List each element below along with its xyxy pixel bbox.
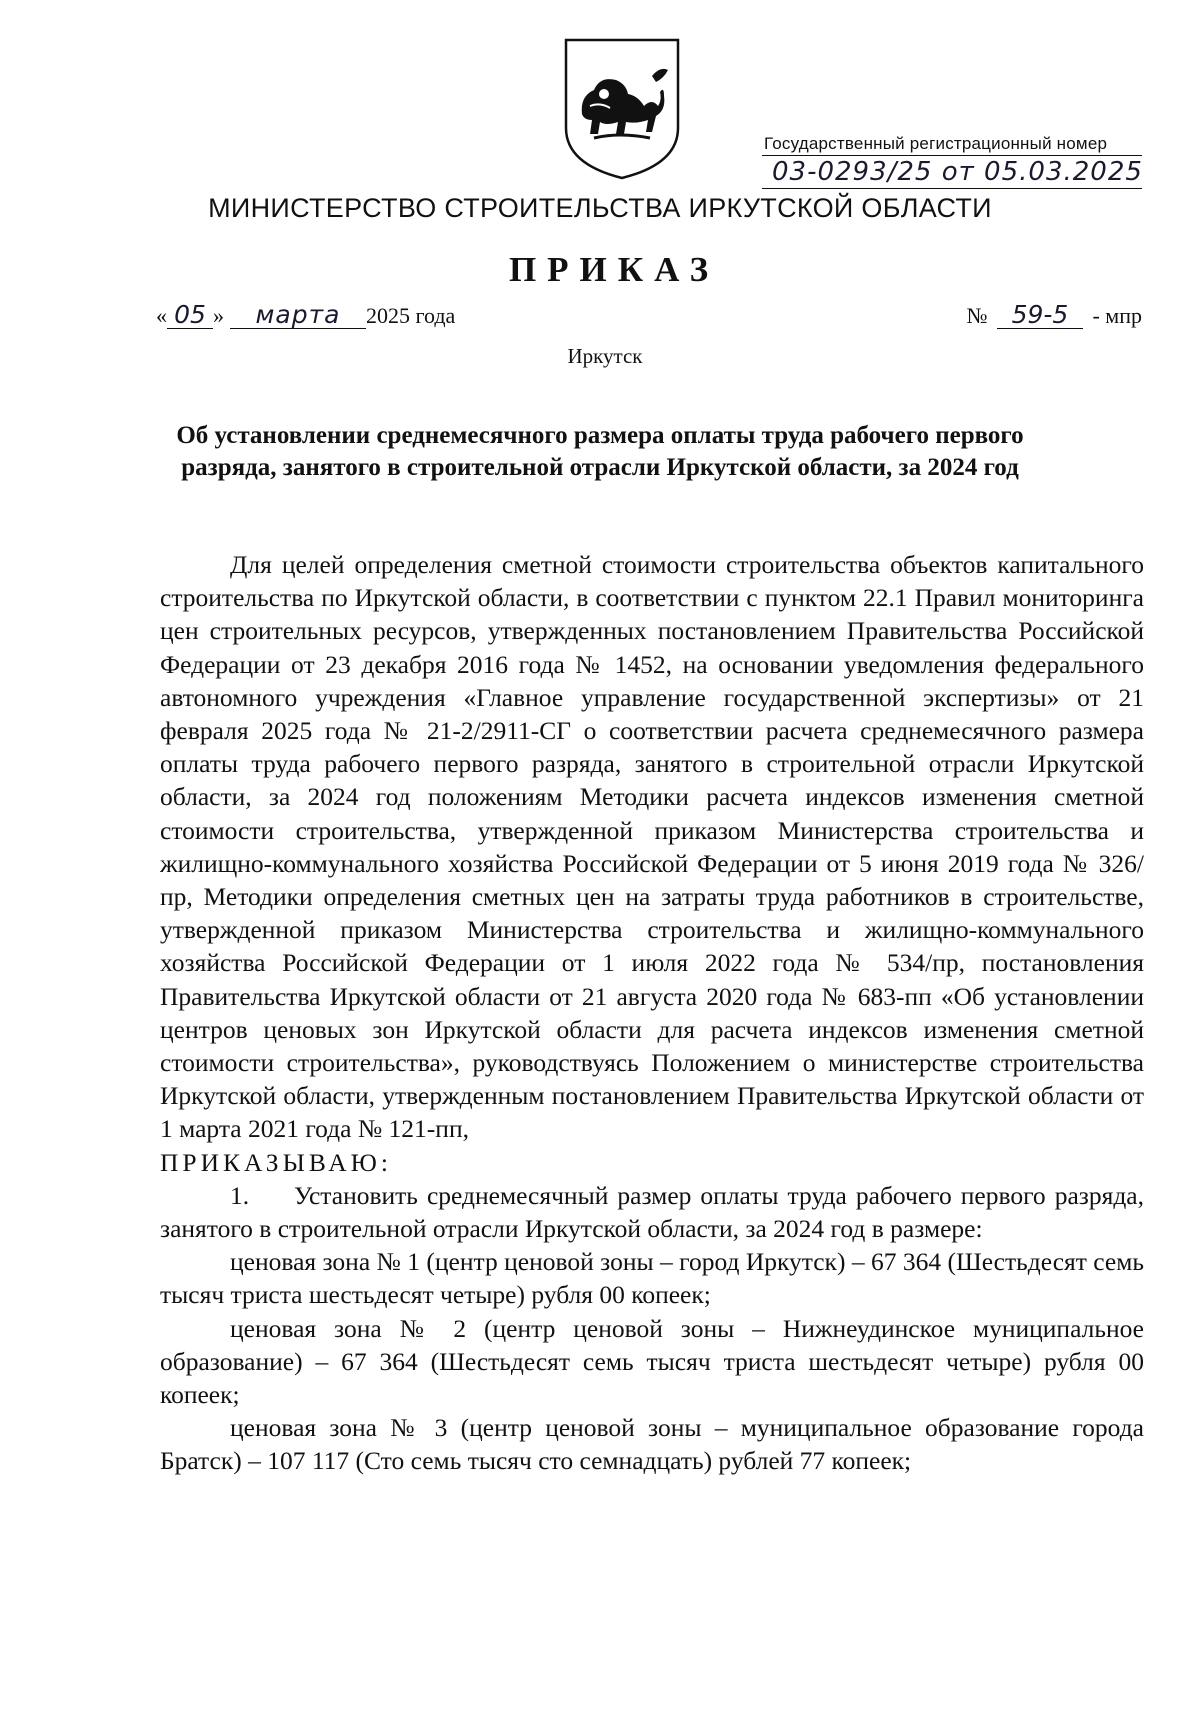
item-1-paragraph	[160, 1179, 1144, 1245]
date-day: 05	[167, 302, 213, 329]
registration-label: Государственный регистрационный номер	[762, 134, 1142, 156]
item-1-number: 1.	[230, 1180, 250, 1210]
item-1-text: Установить среднемесячный размер оплаты труда рабочего первого разряда, занятого в строительной отрасли Иркутской области, за 2024 год в размере:	[160, 1180, 1144, 1244]
registration-stamp	[762, 134, 1142, 189]
coat-of-arms-icon	[560, 36, 684, 182]
preamble-paragraph: Для целей определения сметной стоимости строительства объектов капитального строительства по Иркутской области, в соответствии с пунктом 22.1 Правил мониторинга цен строительных ресурсов, утвержденных постановлением Правительства Российской Федерации от 23 декабря 2016 года № 1452, на основании уведомления федерального автономного учреждения «Главное управление государственной экспертизы» от 21 февраля 2025 года № 21-2/2911-СГ о соответствии расчета среднемесячного размера оплаты труда рабочего первого разряда, занятого в строительной отрасли Иркутской области, за 2024 год положениям Методики расчета индексов изменения сметной стоимости строительства, утвержденной приказом Министерства строительства и жилищно-коммунального хозяйства Российской Федерации от 5 июня 2019 года № 326/пр, Методики определения сметных цен на затраты труда работников в строительстве, утвержденной приказом Министерства строительства и жилищно-коммунального хозяйства Российской Федерации от 1 июля 2022 года № 534/пр, постановления Правительства Иркутской области от 21 августа 2020 года № 683-пп «Об установлении центров ценовых зон Иркутской области для расчета индексов изменения сметной стоимости строительства», руководствуясь Положением о министерстве строительства Иркутской области, утвержденным постановлением Правительства Иркутской области от 1 марта 2021 года № 121-пп,	[160, 550, 1144, 1144]
ministry-name: МИНИСТЕРСТВО СТРОИТЕЛЬСТВА ИРКУТСКОЙ ОБЛАСТИ	[208, 193, 992, 223]
number-value: 59-5	[997, 302, 1083, 329]
price-zone-2: ценовая зона № 2 (центр ценовой зоны – Нижнеудинское муниципальное образование) – 67 364 (Шестьдесят семь тысяч триста шестьдесят четыре) рубля 00 копеек;	[160, 1313, 1144, 1410]
date-quote-open: «	[156, 303, 167, 328]
registration-number: 03-0293/25 от 05.03.2025	[762, 156, 1142, 189]
city: Иркутск	[567, 344, 643, 368]
price-zone-1: ценовая зона № 1 (центр ценовой зоны – город Иркутск) – 67 364 (Шестьдесят семь тысяч триста шестьдесят четыре) рубля 00 копеек;	[160, 1247, 1144, 1310]
order-body	[160, 548, 1144, 1478]
order-title: ПРИКАЗ	[508, 250, 720, 289]
order-subject: Об установлении среднемесячного размера оплаты труда рабочего первого разряда, занятого в строительной отрасли Иркутской области, за 2024 год	[176, 422, 1024, 481]
date-month: марта	[230, 302, 366, 329]
prikazyvayu-heading: ПРИКАЗЫВАЮ:	[160, 1147, 392, 1177]
date-quote-close: »	[213, 303, 224, 328]
number-prefix: №	[966, 303, 988, 328]
order-number	[966, 302, 1142, 329]
order-date	[156, 302, 455, 329]
number-suffix: - мпр	[1092, 303, 1142, 328]
price-zone-3: ценовая зона № 3 (центр ценовой зоны – муниципальное образование города Братск) – 107 117 (Сто семь тысяч сто семнадцать) рублей 77 копеек;	[160, 1413, 1144, 1476]
date-year: 2025 года	[366, 303, 456, 328]
